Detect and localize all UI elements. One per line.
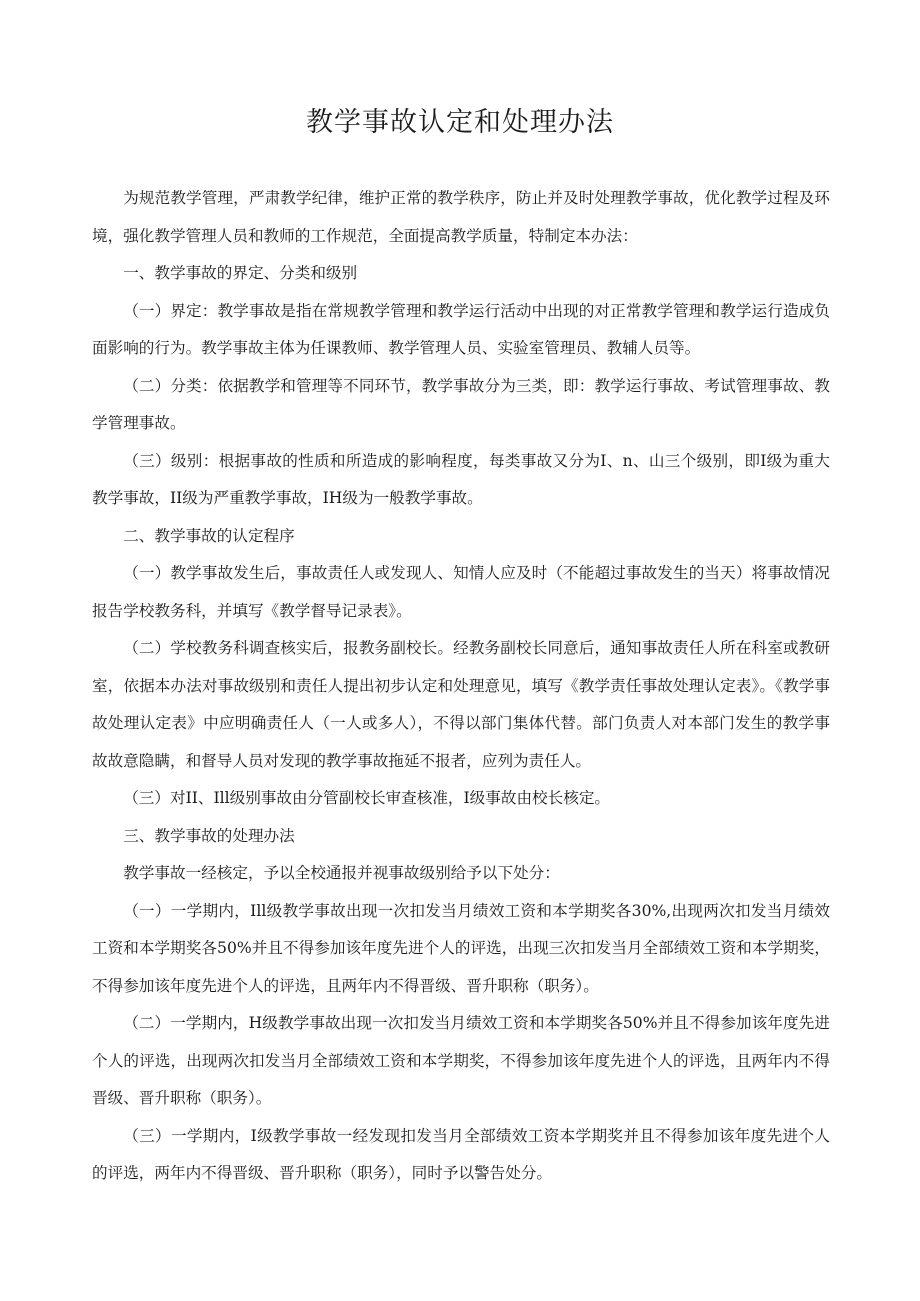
paragraph-handling-3: （三）一学期内，I级教学事故一经发现扣发当月全部绩效工资本学期奖并且不得参加该年度先进个人的评选，两年内不得晋级、晋升职称（职务），同时予以警告处分。 <box>92 1126 830 1182</box>
section-heading-2: 二、教学事故的认定程序 <box>123 526 295 545</box>
section-heading-3: 三、教学事故的处理办法 <box>123 826 295 845</box>
section-heading-1: 一、教学事故的界定、分类和级别 <box>123 264 358 282</box>
paragraph-procedure-2: （二）学校教务科调查核实后，报教务副校长。经教务副校长同意后，通知事故责任人所在科室或教研室，依据本办法对事故级别和责任人提出初步认定和处理意见，填写《教学责任事故处理认定表》。《教学事故处理认定表》中应明确责任人（一人或多人），不得以部门集体代替。部门负责人对本部门发生的教学事故故意隐瞒，和督导人员对发现的教学事故拖延不报者，应列为责任人。 <box>92 639 830 770</box>
paragraph-handling-intro: 教学事故一经核定，予以全校通报并视事故级别给予以下处分： <box>123 864 560 882</box>
paragraph-procedure-3: （三）对II、Ill级别事故由分管副校长审查核准，I级事故由校长核定。 <box>123 789 611 807</box>
document-body <box>92 180 830 1193</box>
paragraph-definition: （一）界定：教学事故是指在常规教学管理和教学运行活动中出现的对正常教学管理和教学运行造成负面影响的行为。教学事故主体为任课教师、教学管理人员、实验室管理员、教辅人员等。 <box>92 301 830 357</box>
paragraph-intro: 为规范教学管理，严肃教学纪律，维护正常的教学秩序，防止并及时处理教学事故，优化教学过程及环境，强化教学管理人员和教师的工作规范，全面提高教学质量，特制定本办法： <box>92 189 830 245</box>
paragraph-handling-1: （一）一学期内，Ill级教学事故出现一次扣发当月绩效工资和本学期奖各30%,出现两次扣发当月绩效工资和本学期奖各50%并且不得参加该年度先进个人的评选，出现三次扣发当月全部绩效工资和本学期奖，不得参加该年度先进个人的评选，且两年内不得晋级、晋升职称（职务）。 <box>92 901 830 995</box>
document-title: 教学事故认定和处理办法 <box>306 107 614 138</box>
paragraph-classification: （二）分类：依据教学和管理等不同环节，教学事故分为三类，即：教学运行事故、考试管理事故、教学管理事故。 <box>92 376 830 432</box>
paragraph-procedure-1: （一）教学事故发生后，事故责任人或发现人、知情人应及时（不能超过事故发生的当天）将事故情况报告学校教务科，并填写《教学督导记录表》。 <box>92 564 830 620</box>
paragraph-levels: （三）级别：根据事故的性质和所造成的影响程度，每类事故又分为I、n、山三个级别，即I级为重大教学事故，II级为严重教学事故，IH级为一般教学事故。 <box>92 451 830 507</box>
paragraph-handling-2: （二）一学期内，H级教学事故出现一次扣发当月绩效工资和本学期奖各50%并且不得参加该年度先进个人的评选，出现两次扣发当月全部绩效工资和本学期奖，不得参加该年度先进个人的评选，且两年内不得晋级、晋升职称（职务）。 <box>92 1014 830 1107</box>
